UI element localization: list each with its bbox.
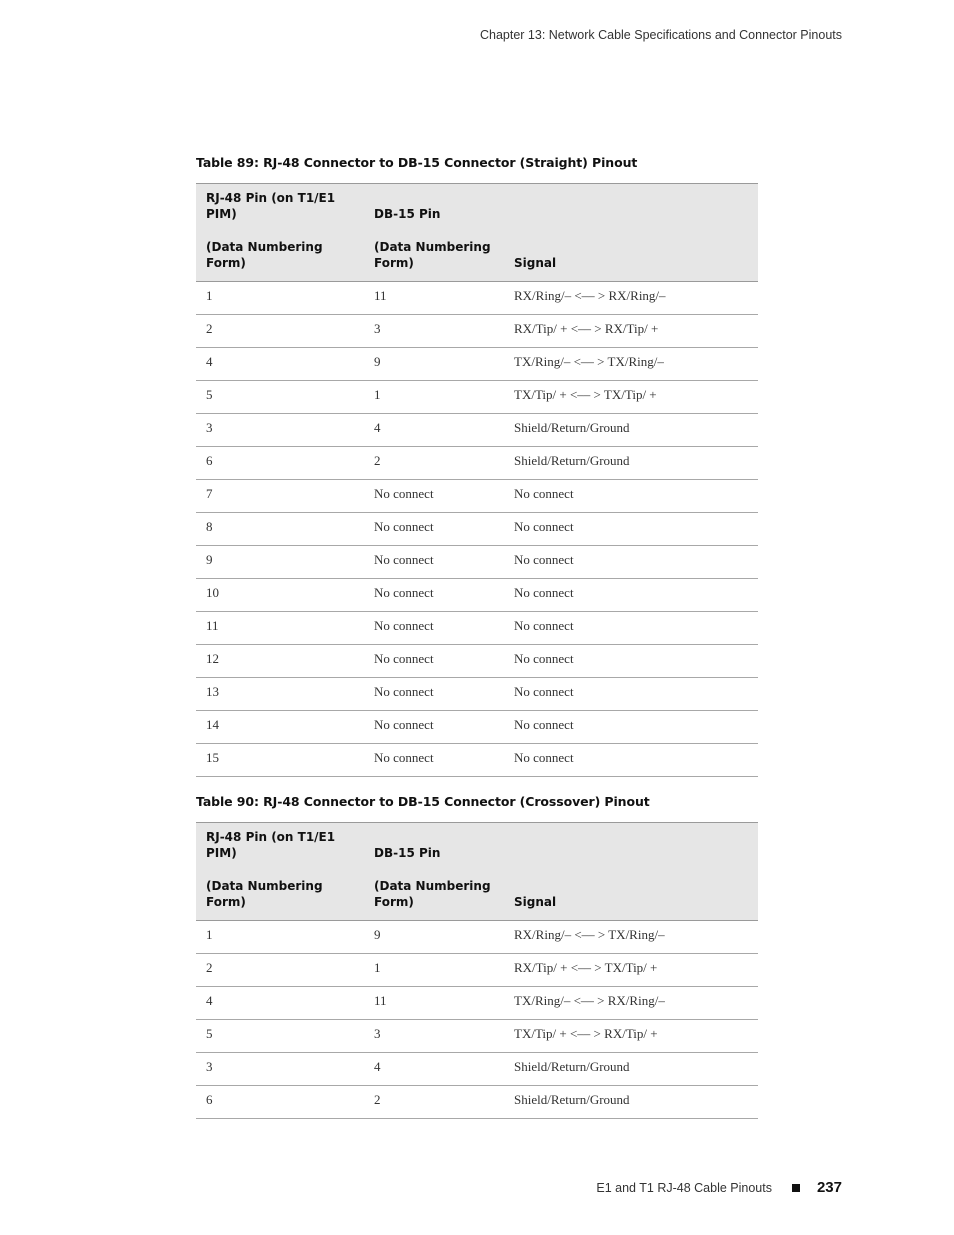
rj48-pin-cell: 6: [196, 447, 364, 480]
table-row: [196, 381, 758, 414]
page-number: 237: [816, 1179, 842, 1196]
signal-cell: No connect: [504, 546, 758, 579]
signal-cell: Shield/Return/Ground: [504, 414, 758, 447]
rj48-pin-cell: 5: [196, 381, 364, 414]
db15-pin-cell: 1: [364, 954, 504, 987]
table-row: [196, 447, 758, 480]
rj48-pin-cell: 1: [196, 282, 364, 315]
column-header-rj48-line1: RJ-48 Pin (on T1/E1 PIM): [206, 191, 336, 221]
table-row: [196, 315, 758, 348]
column-header-rj48: [196, 823, 364, 921]
rj48-pin-cell: 6: [196, 1086, 364, 1119]
signal-cell: Shield/Return/Ground: [504, 447, 758, 480]
rj48-pin-cell: 8: [196, 513, 364, 546]
table-block-straight: [196, 155, 758, 777]
db15-pin-cell: No connect: [364, 480, 504, 513]
db15-pin-cell: No connect: [364, 579, 504, 612]
column-header-db15-line2: (Data Numbering: [374, 879, 491, 893]
rj48-pin-cell: 2: [196, 315, 364, 348]
pinout-table-crossover: [196, 822, 758, 1119]
pinout-table-straight: [196, 183, 758, 777]
signal-cell: No connect: [504, 645, 758, 678]
rj48-pin-cell: 5: [196, 1020, 364, 1053]
db15-pin-cell: 11: [364, 987, 504, 1020]
signal-cell: RX/Tip/ + <–– > RX/Tip/ +: [504, 315, 758, 348]
column-header-signal: [504, 823, 758, 921]
running-header: Chapter 13: Network Cable Specifications and Connector Pinouts: [479, 28, 842, 42]
rj48-pin-cell: 15: [196, 744, 364, 777]
rj48-pin-cell: 10: [196, 579, 364, 612]
rj48-pin-cell: 11: [196, 612, 364, 645]
signal-cell: TX/Ring/– <–– > TX/Ring/–: [504, 348, 758, 381]
table-row: [196, 414, 758, 447]
table-block-crossover: [196, 794, 758, 1119]
table-header-row: [196, 184, 758, 282]
db15-pin-cell: 3: [364, 315, 504, 348]
db15-pin-cell: No connect: [364, 645, 504, 678]
rj48-pin-cell: 12: [196, 645, 364, 678]
rj48-pin-cell: 7: [196, 480, 364, 513]
rj48-pin-cell: 2: [196, 954, 364, 987]
column-header-db15: [364, 823, 504, 921]
db15-pin-cell: No connect: [364, 678, 504, 711]
db15-pin-cell: 4: [364, 1053, 504, 1086]
column-header-rj48-line2: (Data Numbering Form): [206, 879, 323, 909]
table-row: [196, 480, 758, 513]
db15-pin-cell: 3: [364, 1020, 504, 1053]
signal-cell: No connect: [504, 711, 758, 744]
table-row: [196, 348, 758, 381]
column-header-signal-label: Signal: [514, 256, 557, 270]
db15-pin-cell: No connect: [364, 513, 504, 546]
table-caption: Table 89: RJ-48 Connector to DB-15 Connector (Straight) Pinout: [196, 155, 638, 170]
signal-cell: RX/Ring/– <–– > TX/Ring/–: [504, 921, 758, 954]
table-row: [196, 513, 758, 546]
signal-cell: No connect: [504, 480, 758, 513]
table-row: [196, 954, 758, 987]
db15-pin-cell: No connect: [364, 744, 504, 777]
db15-pin-cell: 9: [364, 921, 504, 954]
footer-section-title: E1 and T1 RJ-48 Cable Pinouts: [596, 1180, 772, 1195]
rj48-pin-cell: 1: [196, 921, 364, 954]
table-row: [196, 987, 758, 1020]
column-header-db15-line3: Form): [374, 895, 414, 909]
table-row: [196, 579, 758, 612]
page-footer: [596, 1179, 842, 1196]
column-header-db15-line3: Form): [374, 256, 414, 270]
rj48-pin-cell: 4: [196, 348, 364, 381]
table-row: [196, 921, 758, 954]
db15-pin-cell: 1: [364, 381, 504, 414]
square-bullet-icon: [792, 1184, 800, 1192]
signal-cell: RX/Ring/– <–– > RX/Ring/–: [504, 282, 758, 315]
rj48-pin-cell: 3: [196, 414, 364, 447]
db15-pin-cell: 11: [364, 282, 504, 315]
column-header-signal-label: Signal: [514, 895, 557, 909]
column-header-rj48: [196, 184, 364, 282]
signal-cell: TX/Tip/ + <–– > TX/Tip/ +: [504, 381, 758, 414]
table-header-row: [196, 823, 758, 921]
column-header-rj48-line1: RJ-48 Pin (on T1/E1 PIM): [206, 830, 336, 860]
signal-cell: Shield/Return/Ground: [504, 1053, 758, 1086]
rj48-pin-cell: 9: [196, 546, 364, 579]
db15-pin-cell: 2: [364, 1086, 504, 1119]
rj48-pin-cell: 13: [196, 678, 364, 711]
signal-cell: No connect: [504, 612, 758, 645]
db15-pin-cell: No connect: [364, 711, 504, 744]
db15-pin-cell: 9: [364, 348, 504, 381]
db15-pin-cell: 2: [364, 447, 504, 480]
db15-pin-cell: 4: [364, 414, 504, 447]
table-row: [196, 1020, 758, 1053]
column-header-signal: [504, 184, 758, 282]
signal-cell: TX/Ring/– <–– > RX/Ring/–: [504, 987, 758, 1020]
table-row: [196, 1086, 758, 1119]
table-row: [196, 546, 758, 579]
table-row: [196, 645, 758, 678]
table-row: [196, 612, 758, 645]
signal-cell: No connect: [504, 513, 758, 546]
column-header-db15-line1: DB-15 Pin: [374, 207, 441, 221]
table-row: [196, 711, 758, 744]
signal-cell: No connect: [504, 744, 758, 777]
table-row: [196, 282, 758, 315]
signal-cell: Shield/Return/Ground: [504, 1086, 758, 1119]
signal-cell: No connect: [504, 678, 758, 711]
table-caption: Table 90: RJ-48 Connector to DB-15 Connector (Crossover) Pinout: [196, 794, 650, 809]
signal-cell: RX/Tip/ + <–– > TX/Tip/ +: [504, 954, 758, 987]
column-header-db15-line1: DB-15 Pin: [374, 846, 441, 860]
rj48-pin-cell: 14: [196, 711, 364, 744]
column-header-db15-line2: (Data Numbering: [374, 240, 491, 254]
signal-cell: No connect: [504, 579, 758, 612]
db15-pin-cell: No connect: [364, 612, 504, 645]
column-header-rj48-line2: (Data Numbering Form): [206, 240, 323, 270]
db15-pin-cell: No connect: [364, 546, 504, 579]
table-row: [196, 678, 758, 711]
rj48-pin-cell: 4: [196, 987, 364, 1020]
signal-cell: TX/Tip/ + <–– > RX/Tip/ +: [504, 1020, 758, 1053]
column-header-db15: [364, 184, 504, 282]
table-row: [196, 1053, 758, 1086]
table-row: [196, 744, 758, 777]
rj48-pin-cell: 3: [196, 1053, 364, 1086]
